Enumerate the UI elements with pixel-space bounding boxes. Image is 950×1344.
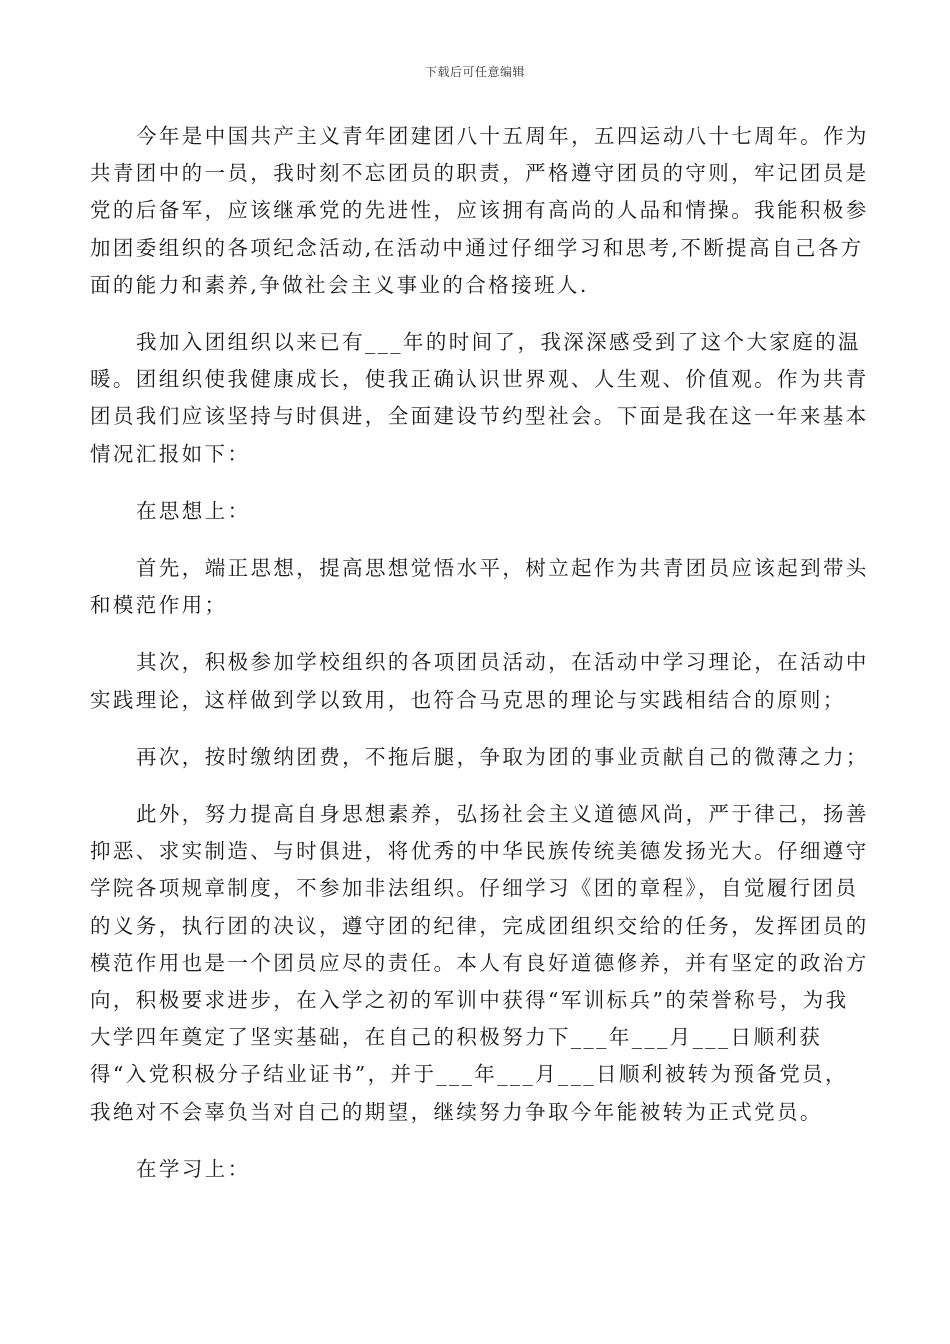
section-heading-study: 在学习上： bbox=[136, 1156, 251, 1181]
paragraph-membership: 我加入团组织以来已有___年的时间了，我深深感受到了这个大家庭的温暖。团组织使我健康成长，使我正确认识世界观、人生观、价值观。作为共青团员我们应该坚持与时俱进，全面建设节约型社会。下面是我在这一年来基本情况汇报如下： bbox=[90, 330, 869, 466]
paragraph-third: 再次，按时缴纳团费，不拖后腿，争取为团的事业贡献自己的微薄之力； bbox=[136, 744, 869, 769]
section-heading-thought: 在思想上： bbox=[136, 498, 251, 523]
document-body bbox=[90, 118, 870, 1188]
paragraph-second: 其次，积极参加学校组织的各项团员活动，在活动中学习理论，在活动中实践理论，这样做到学以致用，也符合马克思的理论与实践相结合的原则； bbox=[90, 650, 869, 712]
paragraph-intro: 今年是中国共产主义青年团建团八十五周年，五四运动八十七周年。作为共青团中的一员，我时刻不忘团员的职责，严格遵守团员的守则，牢记团员是党的后备军，应该继承党的先进性，应该拥有高尚的人品和情操。我能积极参加团委组织的各项纪念活动,在活动中通过仔细学习和思考,不断提高自己各方面的能力和素养,争做社会主义事业的合格接班人. bbox=[90, 124, 869, 297]
page-header: 下载后可任意编辑 bbox=[424, 65, 525, 79]
paragraph-first: 首先，端正思想，提高思想觉悟水平，树立起作为共青团员应该起到带头和模范作用； bbox=[90, 556, 869, 618]
paragraph-additionally: 此外，努力提高自身思想素养，弘扬社会主义道德风尚，严于律己，扬善抑恶、求实制造、与时俱进，将优秀的中华民族传统美德发扬光大。仔细遵守学院各项规章制度，不参加非法组织。仔细学习《团的章程》，自觉履行团员的义务，执行团的决议，遵守团的纪律，完成团组织交给的任务，发挥团员的模范作用也是一个团员应尽的责任。本人有良好道德修养，并有坚定的政治方向，积极要求进步，在入学之初的军训中获得“军训标兵”的荣誉称号，为我大学四年奠定了坚实基础，在自己的积极努力下___年___月___日顺利获得“入党积极分子结业证书”，并于___年___月___日顺利被转为预备党员，我绝对不会辜负当对自己的期望，继续努力争取今年能被转为正式党员。 bbox=[90, 802, 869, 1124]
